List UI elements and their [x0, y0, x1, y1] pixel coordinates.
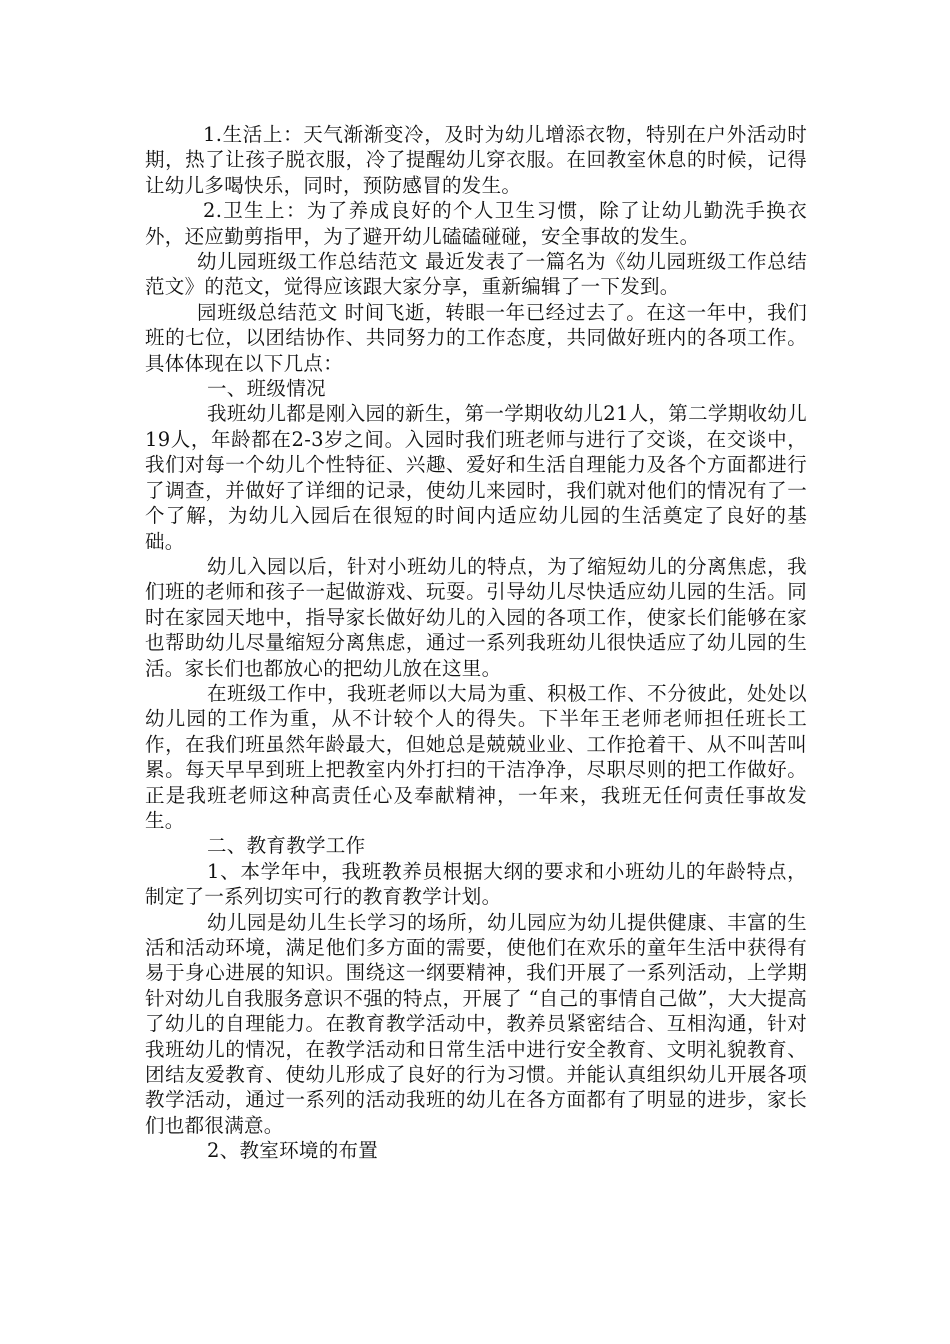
paragraph-activities: 幼儿园是幼儿生长学习的场所，幼儿园应为幼儿提供健康、丰富的生活和活动环境，满足他们多方面的需要，使他们在欢乐的童年生活中获得有易于身心进展的知识。围绕这一纲要精神，我们开展了一系列活动，上学期针对幼儿自我服务意识不强的特点，开展了 “自己的事情自己做”，大大提高了幼儿的自理能力。在教育教学活动中，教养员紧密结合、互相沟通，针对我班幼儿的情况，在教学活动和日常生活中进行安全教育、文明礼貌教育、团结友爱教育、使幼儿形成了良好的行为习惯。并能认真组织幼儿开展各项教学活动，通过一系列的活动我班的幼儿在各方面都有了明显的进步，家长们也都很满意。 [145, 910, 807, 1137]
paragraph-life-care: 1.生活上：天气渐渐变冷，及时为幼儿增添衣物，特别在户外活动时期，热了让孩子脱衣服，冷了提醒幼儿穿衣服。在回教室休息的时候，记得让幼儿多喝快乐，同时，预防感冒的发生。 [145, 123, 807, 197]
paragraph-new-students: 我班幼儿都是刚入园的新生，第一学期收幼儿21人，第二学期收幼儿19人，年龄都在2-3岁之间。入园时我们班老师与进行了交谈，在交谈中，我们对每一个幼儿个性特征、兴趣、爱好和生活自理能力及各个方面都进行了调查，并做好了详细的记录，使幼儿来园时，我们就对他们的情况有了一个了解，为幼儿入园后在很短的时间内适应幼儿园的生活奠定了良好的基础。 [145, 402, 807, 553]
paragraph-teacher-work: 在班级工作中，我班老师以大局为重、积极工作、不分彼此，处处以幼儿园的工作为重，从不计较个人的得失。下半年王老师老师担任班长工作，在我们班虽然年龄最大，但她总是兢兢业业、工作抢着干、从不叫苦叫累。每天早早到班上把教室内外打扫的干洁净净，尽职尽则的把工作做好。正是我班老师这种高责任心及奉献精神，一年来，我班无任何责任事故发生。 [145, 681, 807, 832]
paragraph-classroom-environment: 2、教室环境的布置 [207, 1139, 379, 1163]
section-heading-teaching: 二、教育教学工作 [207, 834, 366, 858]
paragraph-intro: 幼儿园班级工作总结范文 最近发表了一篇名为《幼儿园班级工作总结范文》的范文，觉得应该跟大家分享，重新编辑了一下发到。 [145, 250, 807, 299]
paragraph-separation-anxiety: 幼儿入园以后，针对小班幼儿的特点，为了缩短幼儿的分离焦虑，我们班的老师和孩子一起做游戏、玩耍。引导幼儿尽快适应幼儿园的生活。同时在家园天地中，指导家长做好幼儿的入园的各项工作，使家长们能够在家也帮助幼儿尽量缩短分离焦虑，通过一系列我班幼儿很快适应了幼儿园的生活。家长们也都放心的把幼儿放在这里。 [145, 554, 807, 680]
paragraph-teaching-plan: 1、本学年中，我班教养员根据大纲的要求和小班幼儿的年龄特点，制定了一系列切实可行的教育教学计划。 [145, 859, 807, 909]
section-heading-class-situation: 一、班级情况 [207, 377, 326, 401]
paragraph-overview: 园班级总结范文 时间飞逝，转眼一年已经过去了。在这一年中，我们班的七位，以团结协作、共同努力的工作态度，共同做好班内的各项工作。具体体现在以下几点： [145, 300, 807, 375]
paragraph-hygiene: 2.卫生上：为了养成良好的个人卫生习惯，除了让幼儿勤洗手换衣外，还应勤剪指甲，为了避开幼儿磕磕碰碰，安全事故的发生。 [145, 199, 807, 248]
document-page [145, 122, 807, 1164]
